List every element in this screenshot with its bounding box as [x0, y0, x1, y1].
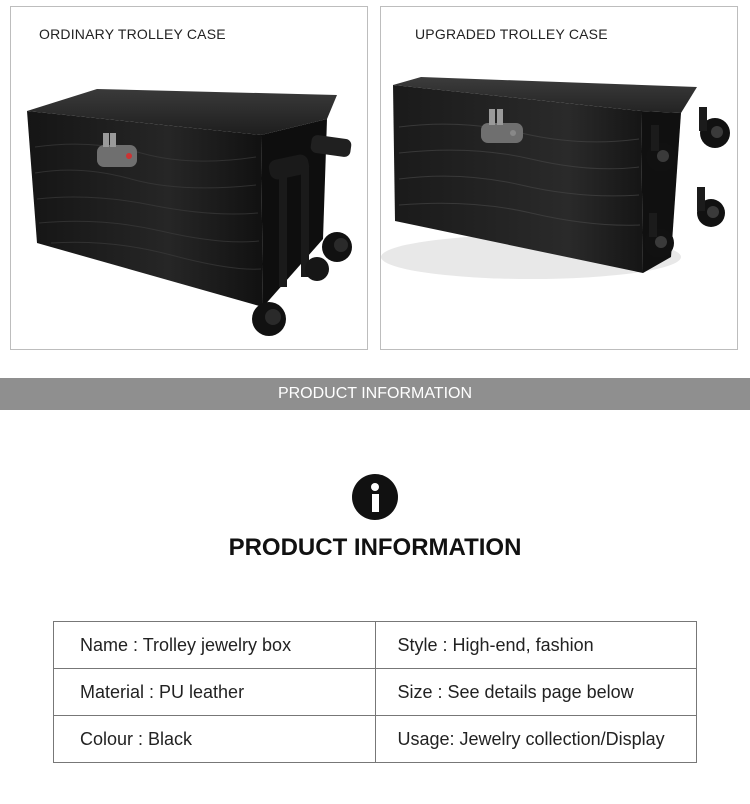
table-row	[54, 669, 697, 716]
upgraded-case-caption: UPGRADED TROLLEY CASE	[415, 26, 608, 42]
product-information-heading: PRODUCT INFORMATION	[228, 534, 522, 561]
info-icon-stem	[372, 494, 379, 512]
info-icon	[352, 474, 398, 520]
upgraded-case-image	[381, 7, 738, 350]
table-row	[54, 716, 697, 763]
spec-style: Style : High-end, fashion	[375, 622, 697, 669]
spec-material: Material : PU leather	[54, 669, 376, 716]
table-row	[54, 622, 697, 669]
spec-usage: Usage: Jewelry collection/Display	[375, 716, 697, 763]
product-specs-table	[53, 621, 697, 763]
spec-size: Size : See details page below	[375, 669, 697, 716]
upgraded-case-panel	[380, 6, 738, 350]
product-information-band	[0, 378, 750, 410]
ordinary-case-panel	[10, 6, 368, 350]
info-icon-dot	[371, 483, 379, 491]
spec-colour: Colour : Black	[54, 716, 376, 763]
ordinary-case-image	[11, 7, 368, 350]
spec-name: Name : Trolley jewelry box	[54, 622, 376, 669]
band-label: PRODUCT INFORMATION	[277, 385, 473, 402]
ordinary-case-caption: ORDINARY TROLLEY CASE	[39, 26, 226, 42]
